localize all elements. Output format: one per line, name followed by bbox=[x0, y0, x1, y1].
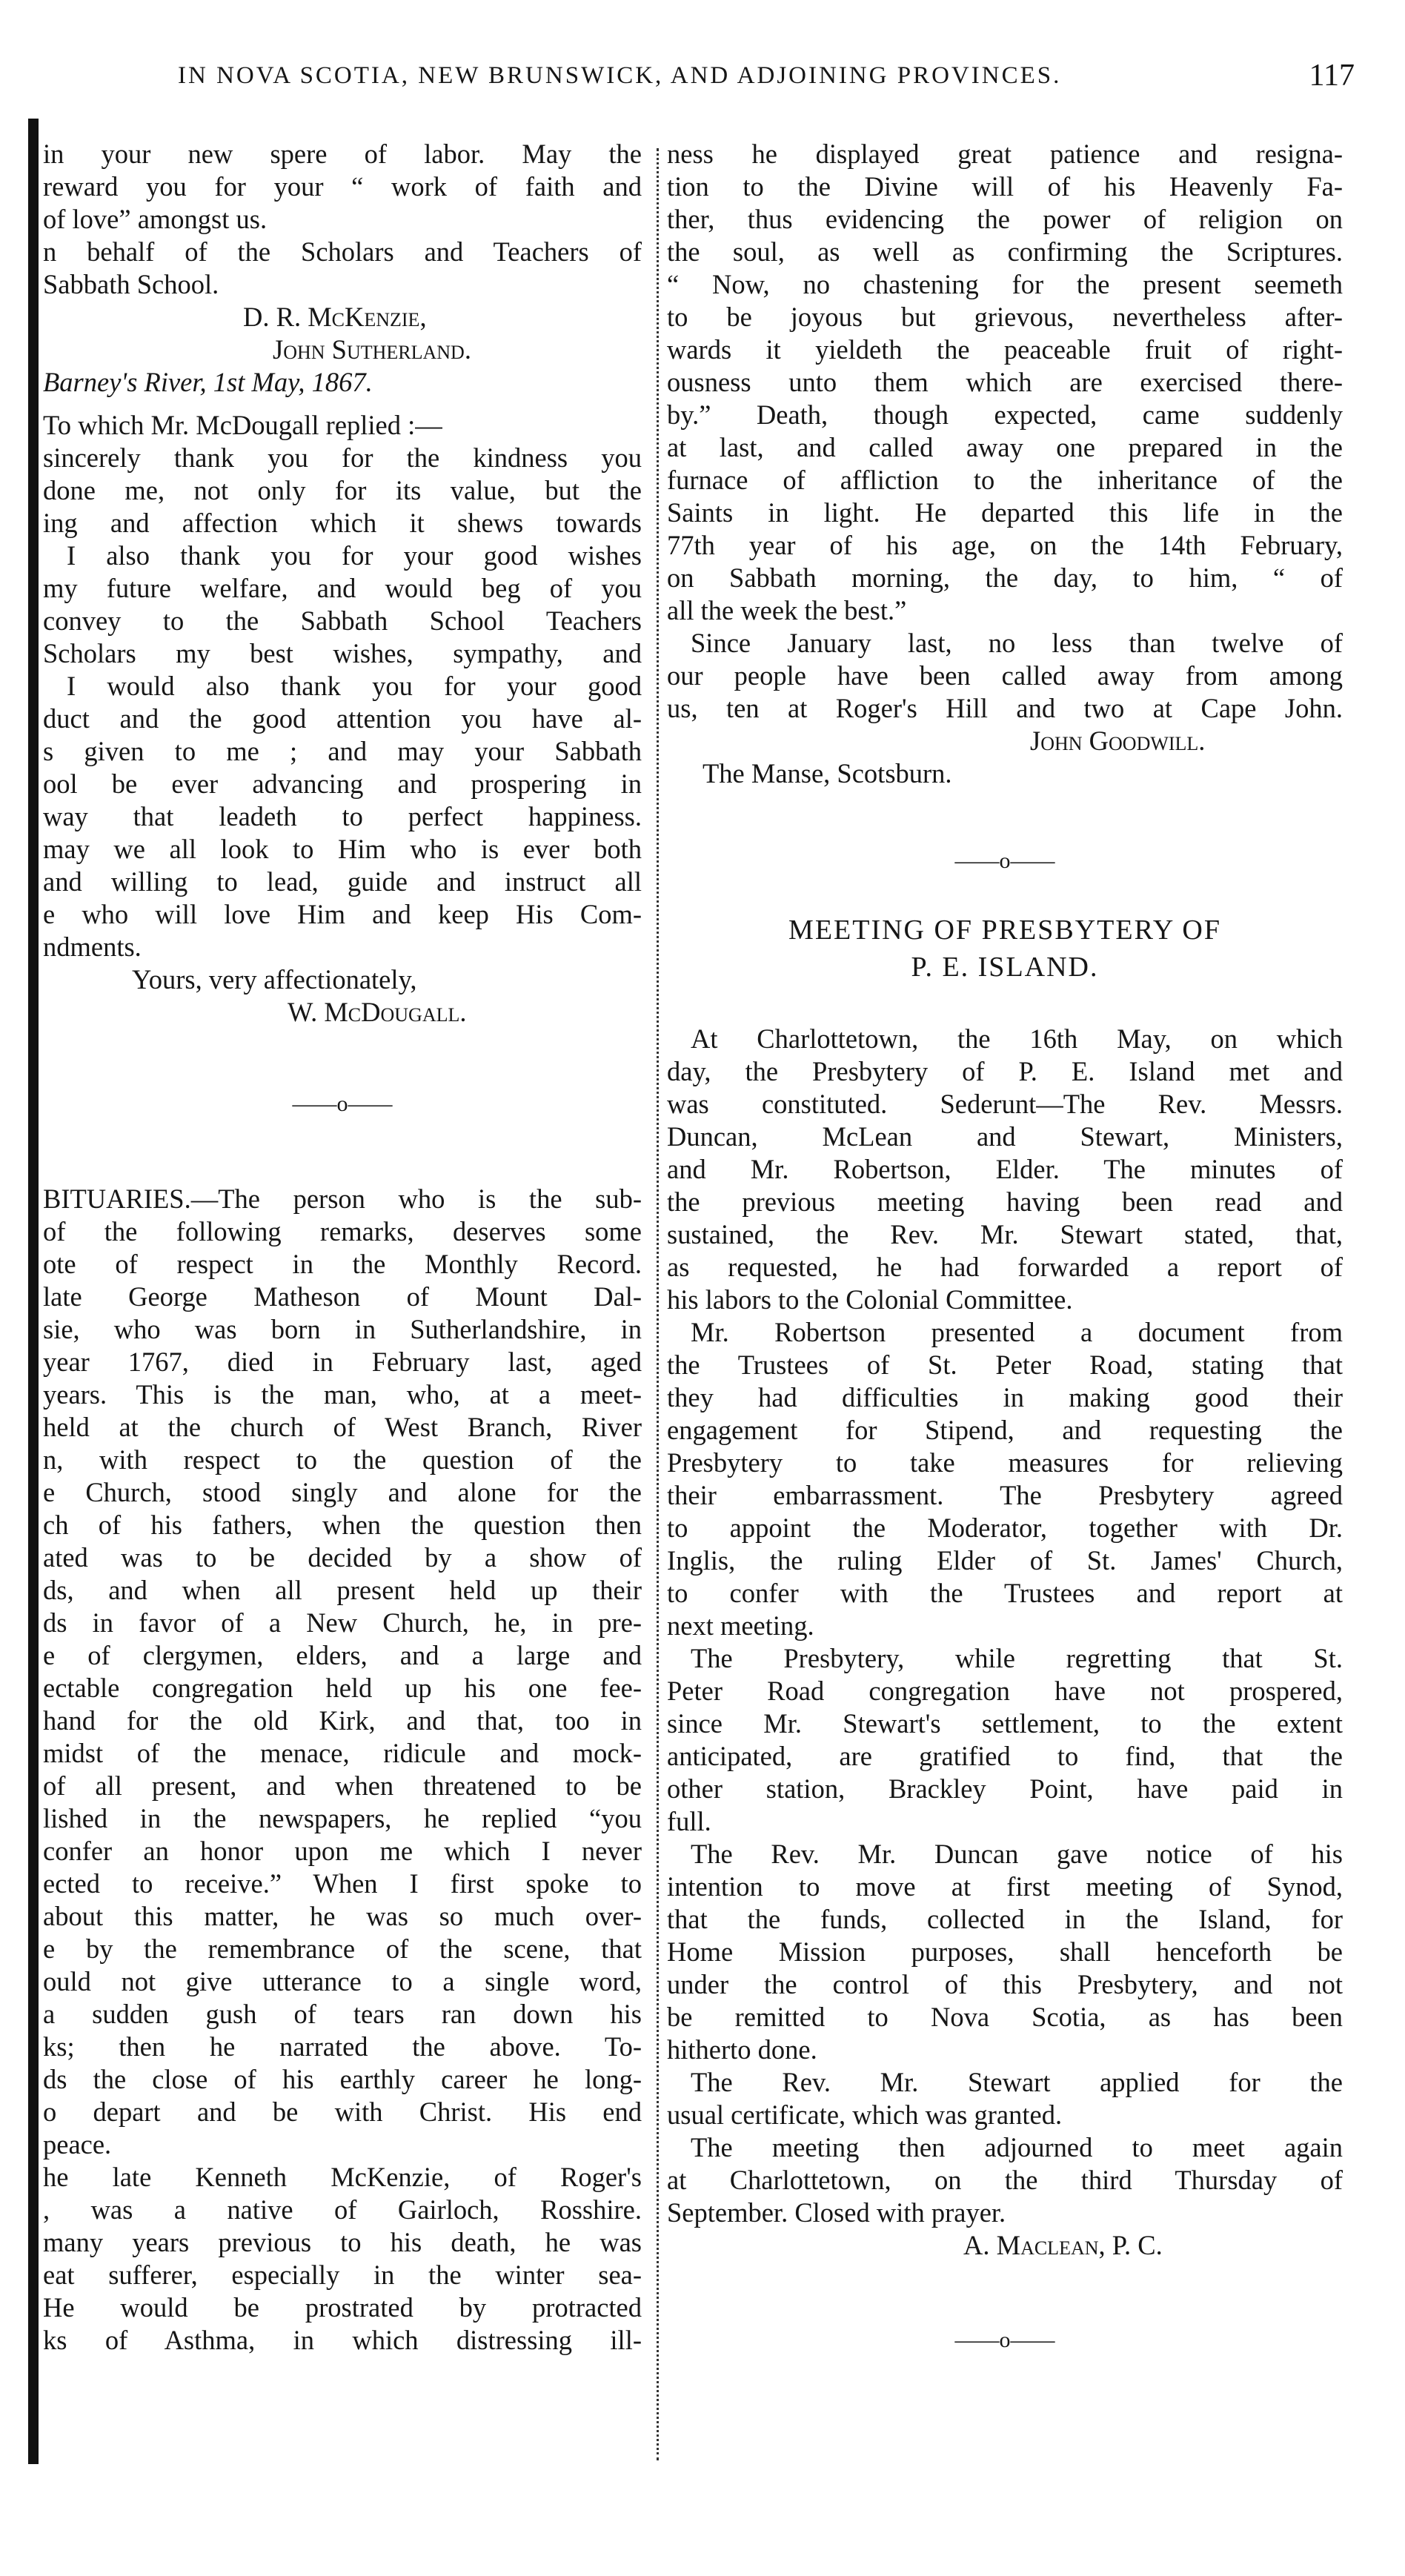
text-line: e Church, stood singly and alone for the bbox=[43, 1477, 642, 1507]
text-line: other station, Brackley Point, have paid in bbox=[667, 1773, 1343, 1804]
text-line: confer an honor upon me which I never bbox=[43, 1836, 642, 1866]
text-line: ated was to be decided by a show of bbox=[43, 1542, 642, 1573]
text-line: convey to the Sabbath School Teachers bbox=[43, 605, 642, 636]
text-line: hand for the old Kirk, and that, too in bbox=[43, 1705, 642, 1736]
binding-edge-rule bbox=[28, 119, 39, 2464]
right-column bbox=[667, 138, 1343, 2357]
text-line: The meeting then adjourned to meet again bbox=[691, 2132, 1343, 2162]
text-line: of the following remarks, deserves some bbox=[43, 1216, 642, 1246]
text-line: full. bbox=[667, 1806, 711, 1836]
text-line: years. This is the man, who, at a meet- bbox=[43, 1379, 642, 1410]
column-divider-rule bbox=[657, 148, 660, 2460]
text-line: ould not give utterance to a single word, bbox=[43, 1966, 642, 1996]
text-line: done me, not only for its value, but the bbox=[43, 475, 642, 505]
obituary-continuation-text bbox=[667, 138, 1343, 627]
text-line: ks; then he narrated the above. To- bbox=[43, 2031, 642, 2062]
text-line: n, with respect to the question of the bbox=[43, 1444, 642, 1475]
text-line: ther, thus evidencing the power of religion on bbox=[667, 204, 1343, 234]
text-line: his labors to the Colonial Committee. bbox=[667, 1284, 1073, 1315]
text-line: late George Matheson of Mount Dal- bbox=[43, 1281, 642, 1312]
text-line: s given to me ; and may your Sabbath bbox=[43, 736, 642, 766]
text-line: ool be ever advancing and prospering in bbox=[43, 769, 642, 799]
text-line: many years previous to his death, he was bbox=[43, 2227, 642, 2257]
text-line: The Rev. Mr. Duncan gave notice of his bbox=[691, 1839, 1343, 1869]
text-line: on Sabbath morning, the day, to him, “ of bbox=[667, 562, 1343, 593]
section-heading: P. E. ISLAND. bbox=[911, 952, 1099, 983]
text-line: lished in the newspapers, he replied “you bbox=[43, 1803, 642, 1833]
obituary-text bbox=[43, 1183, 642, 2357]
text-line: sincerely thank you for the kindness you bbox=[43, 442, 642, 473]
text-line: peace. bbox=[43, 2129, 112, 2160]
text-line: e who will love Him and keep His Com- bbox=[43, 899, 642, 929]
text-line: the soul, as well as confirming the Scriptures. bbox=[667, 236, 1343, 267]
text-line: and willing to lead, guide and instruct all bbox=[43, 866, 642, 897]
text-line: ectable congregation held up his one fee- bbox=[43, 1673, 642, 1703]
text-line: wards it yieldeth the peaceable fruit of right- bbox=[667, 334, 1343, 365]
text-line: their embarrassment. The Presbytery agreed bbox=[667, 1480, 1343, 1510]
text-line: I would also thank you for your good bbox=[67, 671, 642, 701]
text-line: a sudden gush of tears ran down his bbox=[43, 1999, 642, 2029]
text-line: to confer with the Trustees and report at bbox=[667, 1578, 1343, 1608]
text-line: The Presbytery, while regretting that St. bbox=[691, 1643, 1343, 1673]
text-line: He would be prostrated by protracted bbox=[43, 2292, 642, 2323]
text-line: 77th year of his age, on the 14th February, bbox=[667, 530, 1343, 560]
text-line: Presbytery to take measures for relieving bbox=[667, 1447, 1343, 1478]
section-divider: ——o—— bbox=[292, 1092, 393, 1116]
signer-line: D. R. McKenzie, bbox=[243, 302, 427, 332]
text-line: us, ten at Roger's Hill and two at Cape John. bbox=[667, 693, 1343, 723]
spacer bbox=[43, 399, 642, 409]
page-header bbox=[0, 58, 1405, 102]
text-line: Since January last, no less than twelve of bbox=[691, 628, 1343, 658]
text-line: midst of the menace, ridicule and mock- bbox=[43, 1738, 642, 1768]
reply-text bbox=[43, 442, 642, 963]
section-divider: ——o—— bbox=[954, 2328, 1055, 2352]
text-line: Duncan, McLean and Stewart, Ministers, bbox=[667, 1121, 1343, 1152]
text-line: usual certificate, which was granted. bbox=[667, 2099, 1063, 2130]
place-line: The Manse, Scotsburn. bbox=[702, 758, 952, 789]
running-head: IN NOVA SCOTIA, NEW BRUNSWICK, AND ADJOINING PROVINCES. bbox=[178, 62, 1062, 89]
spacer bbox=[667, 986, 1343, 1023]
text-line: ds the close of his earthly career he long- bbox=[43, 2064, 642, 2094]
section-heading: MEETING OF PRESBYTERY OF bbox=[788, 914, 1221, 946]
text-line: may we all look to Him who is ever both bbox=[43, 834, 642, 864]
text-line: in your new spere of labor. May the bbox=[43, 139, 642, 169]
text-line: e of clergymen, elders, and a large and bbox=[43, 1640, 642, 1670]
text-line: Inglis, the ruling Elder of St. James' Church, bbox=[667, 1545, 1343, 1576]
text-line: ected to receive.” When I first spoke to bbox=[43, 1868, 642, 1899]
text-line: as requested, he had forwarded a report of bbox=[667, 1252, 1343, 1282]
text-line: and Mr. Robertson, Elder. The minutes of bbox=[667, 1154, 1343, 1184]
signature: A. Maclean, P. C. bbox=[963, 2230, 1163, 2260]
text-line: reward you for your “ work of faith and bbox=[43, 171, 642, 202]
text-line: Mr. Robertson presented a document from bbox=[691, 1317, 1343, 1347]
text-line: Scholars my best wishes, sympathy, and bbox=[43, 638, 642, 668]
text-line: way that leadeth to perfect happiness. bbox=[43, 801, 642, 831]
text-line: furnace of affliction to the inheritance of the bbox=[667, 465, 1343, 495]
text-line: at Charlottetown, on the third Thursday of bbox=[667, 2165, 1343, 2195]
text-line: engagement for Stipend, and requesting the bbox=[667, 1415, 1343, 1445]
text-line: day, the Presbytery of P. E. Island met and bbox=[667, 1056, 1343, 1086]
text-line: Saints in light. He departed this life in the bbox=[667, 497, 1343, 528]
text-line: “ Now, no chastening for the present seemeth bbox=[667, 269, 1343, 299]
dateline: Barney's River, 1st May, 1867. bbox=[43, 367, 373, 397]
text-line: ote of respect in the Monthly Record. bbox=[43, 1249, 642, 1279]
text-line: BITUARIES.—The person who is the sub- bbox=[43, 1184, 642, 1214]
text-line: my future welfare, and would beg of you bbox=[43, 573, 642, 603]
text-line: anticipated, are gratified to find, that the bbox=[667, 1741, 1343, 1771]
text-line: Home Mission purposes, shall henceforth be bbox=[667, 1936, 1343, 1967]
minutes-text bbox=[667, 1023, 1343, 2229]
text-line: to be joyous but grievous, nevertheless after- bbox=[667, 302, 1343, 332]
text-line: that the funds, collected in the Island, for bbox=[667, 1904, 1343, 1934]
text-line: sie, who was born in Sutherlandshire, in bbox=[43, 1314, 642, 1344]
valediction-signature: W. McDougall. bbox=[288, 997, 467, 1027]
text-line: ousness unto them which are exercised there- bbox=[667, 367, 1343, 397]
signer-line: John Sutherland. bbox=[273, 334, 471, 365]
text-line: , was a native of Gairloch, Rosshire. bbox=[43, 2194, 642, 2225]
text-line: all the week the best.” bbox=[667, 595, 907, 625]
text-line: eat sufferer, especially in the winter sea- bbox=[43, 2260, 642, 2290]
text-line: hitherto done. bbox=[667, 2034, 817, 2065]
text-line: ndments. bbox=[43, 932, 142, 962]
text-line: Sabbath School. bbox=[43, 269, 219, 299]
text-line: he late Kenneth McKenzie, of Roger's bbox=[43, 2162, 642, 2192]
text-line: tion to the Divine will of his Heavenly Fa- bbox=[667, 171, 1343, 202]
page-number: 117 bbox=[1309, 59, 1355, 93]
text-line: to appoint the Moderator, together with Dr. bbox=[667, 1513, 1343, 1543]
text-line: of all present, and when threatened to be bbox=[43, 1770, 642, 1801]
text-line: Peter Road congregation have not prospered, bbox=[667, 1676, 1343, 1706]
valediction: Yours, very affectionately, bbox=[132, 964, 417, 995]
text-line: held at the church of West Branch, River bbox=[43, 1412, 642, 1442]
text-line: at last, and called away one prepared in the bbox=[667, 432, 1343, 462]
address-text bbox=[43, 138, 642, 301]
text-line: ch of his fathers, when the question then bbox=[43, 1510, 642, 1540]
text-line: next meeting. bbox=[667, 1610, 814, 1641]
text-line: under the control of this Presbytery, and not bbox=[667, 1969, 1343, 1999]
section-divider: ——o—— bbox=[954, 849, 1055, 873]
text-line: September. Closed with prayer. bbox=[667, 2197, 1006, 2228]
text-line: ks of Asthma, in which distressing ill- bbox=[43, 2325, 642, 2355]
text-line: I also thank you for your good wishes bbox=[67, 540, 642, 571]
text-line: about this matter, he was so much over- bbox=[43, 1901, 642, 1931]
text-line: e by the remembrance of the scene, that bbox=[43, 1933, 642, 1964]
text-line: the previous meeting having been read and bbox=[667, 1186, 1343, 1217]
text-line: ing and affection which it shews towards bbox=[43, 508, 642, 538]
text-line: the Trustees of St. Peter Road, stating that bbox=[667, 1350, 1343, 1380]
text-line: The Rev. Mr. Stewart applied for the bbox=[691, 2067, 1343, 2097]
text-line: our people have been called away from among bbox=[667, 660, 1343, 691]
text-line: o depart and be with Christ. His end bbox=[43, 2097, 642, 2127]
text-line: of love” amongst us. bbox=[43, 204, 268, 234]
text-line: since Mr. Stewart's settlement, to the extent bbox=[667, 1708, 1343, 1739]
text-line: year 1767, died in February last, aged bbox=[43, 1347, 642, 1377]
text-line: ness he displayed great patience and resigna- bbox=[667, 139, 1343, 169]
text-line: sustained, the Rev. Mr. Stewart stated, that, bbox=[667, 1219, 1343, 1249]
signature: John Goodwill. bbox=[1030, 726, 1206, 756]
text-line: intention to move at first meeting of Synod, bbox=[667, 1871, 1343, 1902]
left-column bbox=[43, 138, 642, 2357]
text-line: duct and the good attention you have al- bbox=[43, 703, 642, 734]
text-line: At Charlottetown, the 16th May, on which bbox=[691, 1023, 1343, 1054]
text-line: ds, and when all present held up their bbox=[43, 1575, 642, 1605]
reply-intro: To which Mr. McDougall replied :— bbox=[43, 410, 442, 440]
text-line: was constituted. Sederunt—The Rev. Messrs. bbox=[667, 1089, 1343, 1119]
since-paragraph bbox=[667, 627, 1343, 725]
text-line: ds in favor of a New Church, he, in pre- bbox=[43, 1607, 642, 1638]
text-line: be remitted to Nova Scotia, as has been bbox=[667, 2002, 1343, 2032]
text-line: they had difficulties in making good their bbox=[667, 1382, 1343, 1413]
text-line: by.” Death, though expected, came suddenly bbox=[667, 399, 1343, 430]
text-line: n behalf of the Scholars and Teachers of bbox=[43, 236, 642, 267]
